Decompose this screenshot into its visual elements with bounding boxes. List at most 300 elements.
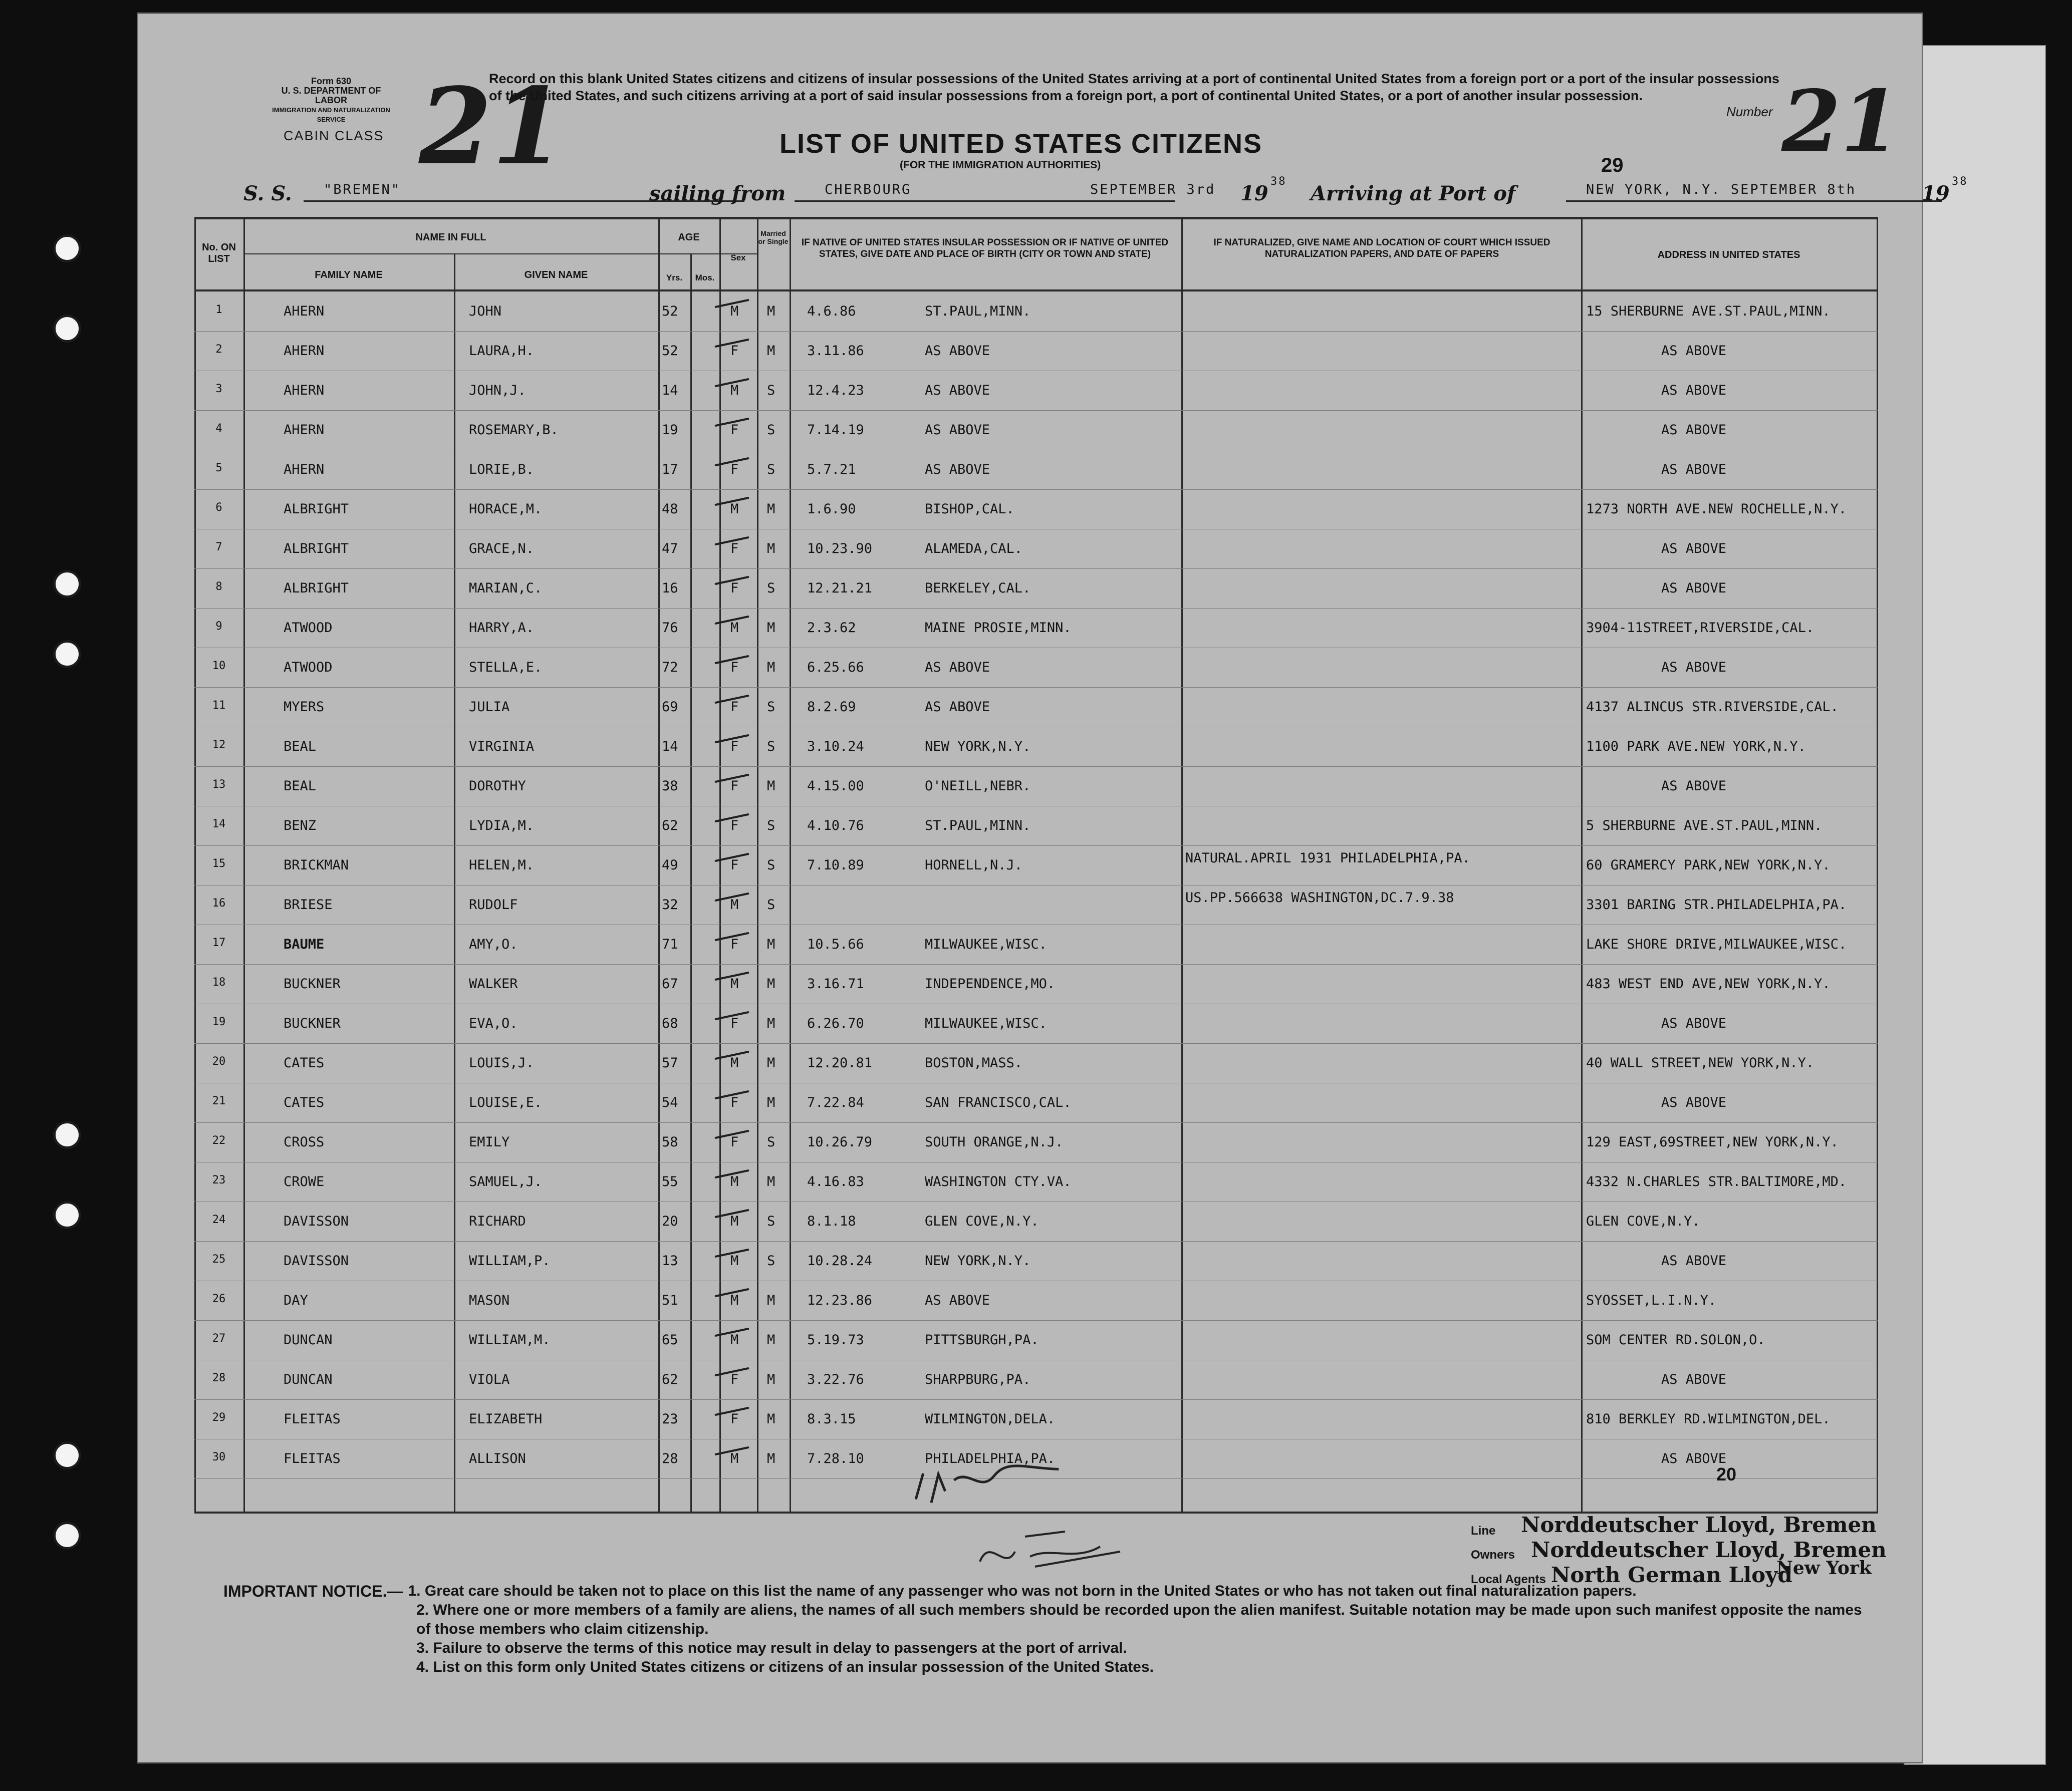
cell-no: 17 [212, 937, 226, 949]
total-count: 20 [1716, 1464, 1737, 1484]
cell-bplace: ST.PAUL,MINN. [925, 304, 1031, 319]
cell-given: JOHN,J. [469, 383, 526, 398]
ss-label: S. S. [243, 182, 292, 205]
cell-ms: M [767, 1451, 775, 1466]
cell-age: 54 [662, 1095, 678, 1110]
cell-given: LAURA,H. [469, 343, 535, 359]
cell-no: 12 [212, 739, 226, 751]
cell-bdate: 1.6.90 [807, 501, 856, 517]
cell-no: 8 [215, 580, 222, 593]
cell-address: LAKE SHORE DRIVE,MILWAUKEE,WISC. [1586, 937, 1847, 952]
cell-address: GLEN COVE,N.Y. [1586, 1214, 1700, 1229]
agents-value: North German Lloyd [1551, 1563, 1792, 1587]
header-years: Yrs. [666, 273, 683, 282]
cell-given: HORACE,M. [469, 501, 543, 517]
cell-ms: M [767, 1293, 775, 1308]
header-age: AGE [678, 232, 700, 243]
binder-hole [53, 234, 81, 262]
cell-family: BUCKNER [284, 1016, 341, 1031]
cell-age: 20 [662, 1214, 678, 1229]
row-divider [194, 845, 1878, 846]
cell-sex: F [730, 462, 739, 477]
cell-bdate: 6.26.70 [807, 1016, 864, 1031]
sailing-year: 38 [1270, 175, 1287, 188]
cell-sex: M [730, 304, 739, 319]
cell-given: LORIE,B. [469, 462, 535, 477]
cell-bplace: PITTSBURGH,PA. [925, 1332, 1039, 1348]
cell-bdate: 3.11.86 [807, 343, 864, 359]
cell-given: ELIZABETH [469, 1411, 543, 1427]
cell-bdate: 7.22.84 [807, 1095, 864, 1110]
cell-family: AHERN [284, 462, 325, 477]
cell-sex: F [730, 1016, 739, 1031]
cell-sex: F [730, 422, 739, 438]
cell-bplace: SOUTH ORANGE,N.J. [925, 1134, 1064, 1150]
header-given-name: GIVEN NAME [524, 269, 588, 280]
cell-age: 65 [662, 1332, 678, 1348]
header-married-single: Married or Single [758, 229, 789, 245]
cell-address: 4332 N.CHARLES STR.BALTIMORE,MD. [1586, 1174, 1847, 1189]
cell-bplace: NEW YORK,N.Y. [925, 739, 1031, 754]
cell-sex: M [730, 897, 739, 913]
cell-sex: F [730, 778, 739, 794]
cell-nat: US.PP.566638 WASHINGTON,DC.7.9.38 [1185, 890, 1454, 906]
cell-given: ROSEMARY,B. [469, 422, 559, 438]
cell-no: 30 [212, 1451, 226, 1463]
cell-family: BUCKNER [284, 976, 341, 992]
cell-ms: S [767, 462, 775, 477]
cell-family: AHERN [284, 422, 325, 438]
cell-bdate: 2.3.62 [807, 620, 856, 636]
cell-address: AS ABOVE [1661, 383, 1727, 398]
cell-bdate: 7.14.19 [807, 422, 864, 438]
cell-bplace: GLEN COVE,N.Y. [925, 1214, 1039, 1229]
cell-sex: M [730, 1055, 739, 1071]
cell-bdate: 3.22.76 [807, 1372, 864, 1387]
cell-sex: F [730, 1095, 739, 1110]
cell-given: LOUIS,J. [469, 1055, 535, 1071]
notice-item-2: 2. Where one or more members of a family are aliens, the names of all such members should be recorded upon the alien manifest. Suitable notation may be made upon such manifest opposite the names of those members who claim citizenship. [416, 1602, 1862, 1637]
cell-given: VIOLA [469, 1372, 510, 1387]
binder-hole [53, 570, 81, 598]
agents-label: Local Agents [1471, 1573, 1546, 1586]
cell-ms: S [767, 897, 775, 913]
cell-given: WALKER [469, 976, 518, 992]
cell-bplace: HORNELL,N.J. [925, 857, 1023, 873]
cell-given: STELLA,E. [469, 660, 543, 675]
col-divider [658, 217, 660, 1513]
cell-address: AS ABOVE [1661, 778, 1727, 794]
cell-bdate: 4.6.86 [807, 304, 856, 319]
cell-bplace: AS ABOVE [925, 660, 990, 675]
cell-ms: M [767, 976, 775, 992]
cell-sex: F [730, 739, 739, 754]
manifest-page [138, 14, 1968, 1762]
cell-no: 10 [212, 660, 226, 672]
cell-given: LOUISE,E. [469, 1095, 543, 1110]
row-divider [194, 1122, 1878, 1123]
cell-family: CROSS [284, 1134, 325, 1150]
cell-age: 38 [662, 778, 678, 794]
cabin-class: CABIN CLASS [284, 128, 384, 143]
cell-given: JULIA [469, 699, 510, 715]
arrival-port-date: NEW YORK, N.Y. SEPTEMBER 8th [1566, 182, 1942, 202]
cell-family: DAY [284, 1293, 308, 1308]
cell-no: 11 [212, 699, 226, 712]
cell-family: BEAL [284, 739, 317, 754]
cell-age: 23 [662, 1411, 678, 1427]
col-divider [790, 217, 791, 1513]
cell-age: 16 [662, 580, 678, 596]
cell-given: GRACE,N. [469, 541, 535, 556]
cell-age: 67 [662, 976, 678, 992]
cell-bdate: 10.28.24 [807, 1253, 873, 1269]
header-months: Mos. [695, 273, 715, 282]
cell-address: AS ABOVE [1661, 1451, 1727, 1466]
cell-no: 28 [212, 1372, 226, 1384]
col-divider [719, 217, 721, 1513]
page-title: LIST OF UNITED STATES CITIZENS [780, 129, 1262, 159]
cell-no: 27 [212, 1332, 226, 1345]
cell-family: BEAL [284, 778, 317, 794]
header-sex: Sex [730, 253, 746, 262]
cell-address: SOM CENTER RD.SOLON,O. [1586, 1332, 1765, 1348]
cell-age: 62 [662, 1372, 678, 1387]
page-number: 29 [1601, 154, 1624, 176]
col-divider [690, 254, 692, 1513]
cell-bplace: SAN FRANCISCO,CAL. [925, 1095, 1072, 1110]
important-notice [223, 1582, 1877, 1677]
cell-bplace: AS ABOVE [925, 699, 990, 715]
year-prefix: 19 [1240, 182, 1268, 205]
cell-address: 40 WALL STREET,NEW YORK,N.Y. [1586, 1055, 1815, 1071]
cell-given: ALLISON [469, 1451, 526, 1466]
cell-bplace: WILMINGTON,DELA. [925, 1411, 1056, 1427]
cell-sex: F [730, 343, 739, 359]
cell-no: 4 [215, 422, 222, 435]
cell-age: 68 [662, 1016, 678, 1031]
cell-family: ATWOOD [284, 660, 333, 675]
cell-age: 69 [662, 699, 678, 715]
cell-ms: M [767, 1016, 775, 1031]
cell-bdate: 7.28.10 [807, 1451, 864, 1466]
cell-ms: S [767, 383, 775, 398]
cell-given: WILLIAM,P. [469, 1253, 551, 1269]
cell-bplace: MAINE PROSIE,MINN. [925, 620, 1072, 636]
cell-address: 3904-11STREET,RIVERSIDE,CAL. [1586, 620, 1815, 636]
cell-ms: M [767, 343, 775, 359]
binder-hole [53, 1121, 81, 1149]
cell-bdate: 4.16.83 [807, 1174, 864, 1189]
cell-ms: S [767, 818, 775, 833]
cell-bplace: BISHOP,CAL. [925, 501, 1014, 517]
cell-nat: NATURAL.APRIL 1931 PHILADELPHIA,PA. [1185, 850, 1470, 866]
cell-family: AHERN [284, 343, 325, 359]
cell-address: 483 WEST END AVE,NEW YORK,N.Y. [1586, 976, 1831, 992]
cell-no: 7 [215, 541, 222, 553]
notice-item-1: 1. Great care should be taken not to place on this list the name of any passenger who was not born in the United States or who has not taken out final naturalization papers. [408, 1583, 1637, 1599]
cell-no: 29 [212, 1411, 226, 1424]
cell-age: 55 [662, 1174, 678, 1189]
cell-no: 26 [212, 1293, 226, 1305]
cell-sex: M [730, 976, 739, 992]
col-divider [243, 217, 245, 1513]
row-divider [194, 687, 1878, 688]
handwritten-number-right: 21 [1781, 72, 1900, 172]
number-label: Number [1726, 104, 1773, 119]
cell-bdate: 8.1.18 [807, 1214, 856, 1229]
cell-ms: M [767, 778, 775, 794]
binder-hole [53, 1522, 81, 1550]
row-divider [194, 331, 1878, 332]
col-divider [757, 217, 758, 1513]
cell-address: 3301 BARING STR.PHILADELPHIA,PA. [1586, 897, 1847, 913]
cell-ms: S [767, 1253, 775, 1269]
arriving-label: Arriving at Port of [1311, 182, 1516, 205]
cell-address: 4137 ALINCUS STR.RIVERSIDE,CAL. [1586, 699, 1839, 715]
cell-given: HELEN,M. [469, 857, 535, 873]
cell-bdate: 10.5.66 [807, 937, 864, 952]
cell-no: 3 [215, 383, 222, 395]
cell-bplace: AS ABOVE [925, 1293, 990, 1308]
cell-given: JOHN [469, 304, 502, 319]
cell-family: DAVISSON [284, 1214, 349, 1229]
cell-no: 14 [212, 818, 226, 830]
cell-bplace: BOSTON,MASS. [925, 1055, 1023, 1071]
row-divider [194, 766, 1878, 767]
cell-no: 20 [212, 1055, 226, 1068]
row-divider [194, 1241, 1878, 1242]
cell-sex: F [730, 1372, 739, 1387]
cell-family: ALBRIGHT [284, 501, 349, 517]
col-divider [1181, 217, 1183, 1513]
cell-family: DAVISSON [284, 1253, 349, 1269]
cell-ms: M [767, 660, 775, 675]
cell-address: AS ABOVE [1661, 660, 1727, 675]
cell-ms: S [767, 739, 775, 754]
cell-bdate: 3.10.24 [807, 739, 864, 754]
cell-bplace: PHILADELPHIA,PA. [925, 1451, 1056, 1466]
cell-no: 19 [212, 1016, 226, 1028]
cell-age: 51 [662, 1293, 678, 1308]
cell-sex: M [730, 501, 739, 517]
col-divider [1877, 217, 1878, 1513]
cell-bdate: 12.4.23 [807, 383, 864, 398]
binder-hole [53, 640, 81, 668]
cell-address: 810 BERKLEY RD.WILMINGTON,DEL. [1586, 1411, 1831, 1427]
cell-family: CROWE [284, 1174, 325, 1189]
cell-ms: M [767, 304, 775, 319]
cell-no: 6 [215, 501, 222, 514]
cell-sex: M [730, 1332, 739, 1348]
cell-ms: M [767, 541, 775, 556]
header-address: ADDRESS IN UNITED STATES [1657, 249, 1800, 260]
cell-bdate: 10.23.90 [807, 541, 873, 556]
cell-sex: M [730, 383, 739, 398]
cell-ms: M [767, 1055, 775, 1071]
cell-bplace: WASHINGTON CTY.VA. [925, 1174, 1072, 1189]
cell-ms: M [767, 1411, 775, 1427]
cell-bplace: MILWAUKEE,WISC. [925, 937, 1047, 952]
cell-family: CATES [284, 1055, 325, 1071]
cell-ms: M [767, 501, 775, 517]
subheader-line [243, 253, 757, 254]
cell-ms: S [767, 1214, 775, 1229]
cell-address: AS ABOVE [1661, 422, 1727, 438]
cell-given: RUDOLF [469, 897, 518, 913]
cell-bplace: INDEPENDENCE,MO. [925, 976, 1056, 992]
row-divider [194, 964, 1878, 965]
cell-age: 48 [662, 501, 678, 517]
cell-given: SAMUEL,J. [469, 1174, 543, 1189]
cell-bplace: BERKELEY,CAL. [925, 580, 1031, 596]
cell-no: 13 [212, 778, 226, 791]
binder-hole [53, 315, 81, 343]
handwritten-list-number: 21 [419, 65, 566, 188]
cell-sex: M [730, 1253, 739, 1269]
cell-family: AHERN [284, 383, 325, 398]
cell-bdate: 12.23.86 [807, 1293, 873, 1308]
cell-bplace: AS ABOVE [925, 383, 990, 398]
header-no: No. ON LIST [202, 242, 236, 264]
cell-address: 60 GRAMERCY PARK,NEW YORK,N.Y. [1586, 857, 1831, 873]
cell-age: 19 [662, 422, 678, 438]
cell-sex: F [730, 1134, 739, 1150]
cell-bplace: ST.PAUL,MINN. [925, 818, 1031, 833]
cell-address: AS ABOVE [1661, 580, 1727, 596]
cell-age: 52 [662, 304, 678, 319]
cell-sex: M [730, 1293, 739, 1308]
cell-bdate: 12.21.21 [807, 580, 873, 596]
cell-age: 13 [662, 1253, 678, 1269]
cell-no: 2 [215, 343, 222, 356]
cell-no: 21 [212, 1095, 226, 1107]
cell-bplace: O'NEILL,NEBR. [925, 778, 1031, 794]
cell-sex: F [730, 699, 739, 715]
cell-address: SYOSSET,L.I.N.Y. [1586, 1293, 1717, 1308]
cell-address: AS ABOVE [1661, 1372, 1727, 1387]
cell-family: FLEITAS [284, 1411, 341, 1427]
notice-heading: IMPORTANT NOTICE.— [223, 1582, 403, 1600]
cell-ms: M [767, 1095, 775, 1110]
cell-sex: M [730, 1214, 739, 1229]
cell-bdate: 12.20.81 [807, 1055, 873, 1071]
cell-sex: M [730, 1451, 739, 1466]
notice-item-4: 4. List on this form only United States citizens or citizens of an insular possession of the United States. [416, 1659, 1154, 1675]
cell-bdate: 6.25.66 [807, 660, 864, 675]
row-divider [194, 1320, 1878, 1321]
cell-age: 57 [662, 1055, 678, 1071]
cell-ms: S [767, 699, 775, 715]
cell-family: FLEITAS [284, 1451, 341, 1466]
row-divider [194, 489, 1878, 490]
cell-given: AMY,O. [469, 937, 518, 952]
cell-bplace: ALAMEDA,CAL. [925, 541, 1023, 556]
row-divider [194, 410, 1878, 411]
cell-no: 5 [215, 462, 222, 474]
cell-bdate: 4.15.00 [807, 778, 864, 794]
cell-bplace: AS ABOVE [925, 343, 990, 359]
cell-sex: F [730, 818, 739, 833]
cell-ms: S [767, 580, 775, 596]
agents-city: New York [1776, 1558, 1872, 1579]
cell-bdate: 8.2.69 [807, 699, 856, 715]
cell-given: EVA,O. [469, 1016, 518, 1031]
sailing-from-label: sailing from [649, 182, 786, 205]
cell-address: 1273 NORTH AVE.NEW ROCHELLE,N.Y. [1586, 501, 1847, 517]
cell-sex: M [730, 620, 739, 636]
form-number: Form 630 U. S. DEPARTMENT OF LABOR IMMIGRATION AND NATURALIZATION SERVICE [272, 76, 390, 123]
table-top-border [194, 217, 1878, 219]
ship-name: "BREMEN" [304, 182, 744, 202]
cell-family: ALBRIGHT [284, 541, 349, 556]
cell-family: ATWOOD [284, 620, 333, 636]
cell-age: 32 [662, 897, 678, 913]
cell-given: LYDIA,M. [469, 818, 535, 833]
cell-ms: M [767, 1174, 775, 1189]
cell-age: 17 [662, 462, 678, 477]
cell-family: CATES [284, 1095, 325, 1110]
cell-age: 62 [662, 818, 678, 833]
cell-given: MASON [469, 1293, 510, 1308]
header-birth: IF NATIVE OF UNITED STATES INSULAR POSSESSION OR IF NATIVE OF UNITED STATES, GIVE DATE AND PLACE OF BIRTH (CITY OR TOWN AND STATE) [801, 237, 1169, 259]
cell-ms: M [767, 1372, 775, 1387]
cell-age: 49 [662, 857, 678, 873]
cell-no: 23 [212, 1174, 226, 1186]
cell-address: AS ABOVE [1661, 1253, 1727, 1269]
cell-given: EMILY [469, 1134, 510, 1150]
cell-ms: S [767, 422, 775, 438]
cell-age: 52 [662, 343, 678, 359]
cell-no: 16 [212, 897, 226, 910]
sailing-date: SEPTEMBER 3rd [1090, 182, 1216, 197]
cell-address: AS ABOVE [1661, 1095, 1727, 1110]
row-divider [194, 608, 1878, 609]
handwritten-note [975, 1517, 1135, 1579]
cell-address: AS ABOVE [1661, 462, 1727, 477]
cell-bdate: 8.3.15 [807, 1411, 856, 1427]
cell-bdate: 4.10.76 [807, 818, 864, 833]
cell-address: 129 EAST,69STREET,NEW YORK,N.Y. [1586, 1134, 1839, 1150]
owners-value: Norddeutscher Lloyd, Bremen [1531, 1538, 1887, 1562]
cell-given: WILLIAM,M. [469, 1332, 551, 1348]
table-header-border [194, 289, 1878, 291]
cell-no: 9 [215, 620, 222, 633]
cell-sex: F [730, 541, 739, 556]
cell-age: 71 [662, 937, 678, 952]
cell-family: AHERN [284, 304, 325, 319]
cell-given: HARRY,A. [469, 620, 535, 636]
col-divider [1581, 217, 1583, 1513]
cell-family: BAUME [284, 937, 325, 952]
cell-sex: F [730, 937, 739, 952]
row-divider [194, 1043, 1878, 1044]
cell-bdate: 3.16.71 [807, 976, 864, 992]
line-value: Norddeutscher Lloyd, Bremen [1521, 1513, 1877, 1537]
cell-sex: F [730, 660, 739, 675]
cell-bdate: 5.19.73 [807, 1332, 864, 1348]
cell-given: VIRGINIA [469, 739, 535, 754]
cell-address: AS ABOVE [1661, 541, 1727, 556]
cell-address: 15 SHERBURNE AVE.ST.PAUL,MINN. [1586, 304, 1831, 319]
cell-bplace: AS ABOVE [925, 462, 990, 477]
cell-ms: S [767, 1134, 775, 1150]
cell-bplace: SHARPBURG,PA. [925, 1372, 1031, 1387]
cell-family: BRIESE [284, 897, 333, 913]
cell-bdate: 10.26.79 [807, 1134, 873, 1150]
cell-no: 1 [215, 304, 222, 316]
cell-age: 58 [662, 1134, 678, 1150]
